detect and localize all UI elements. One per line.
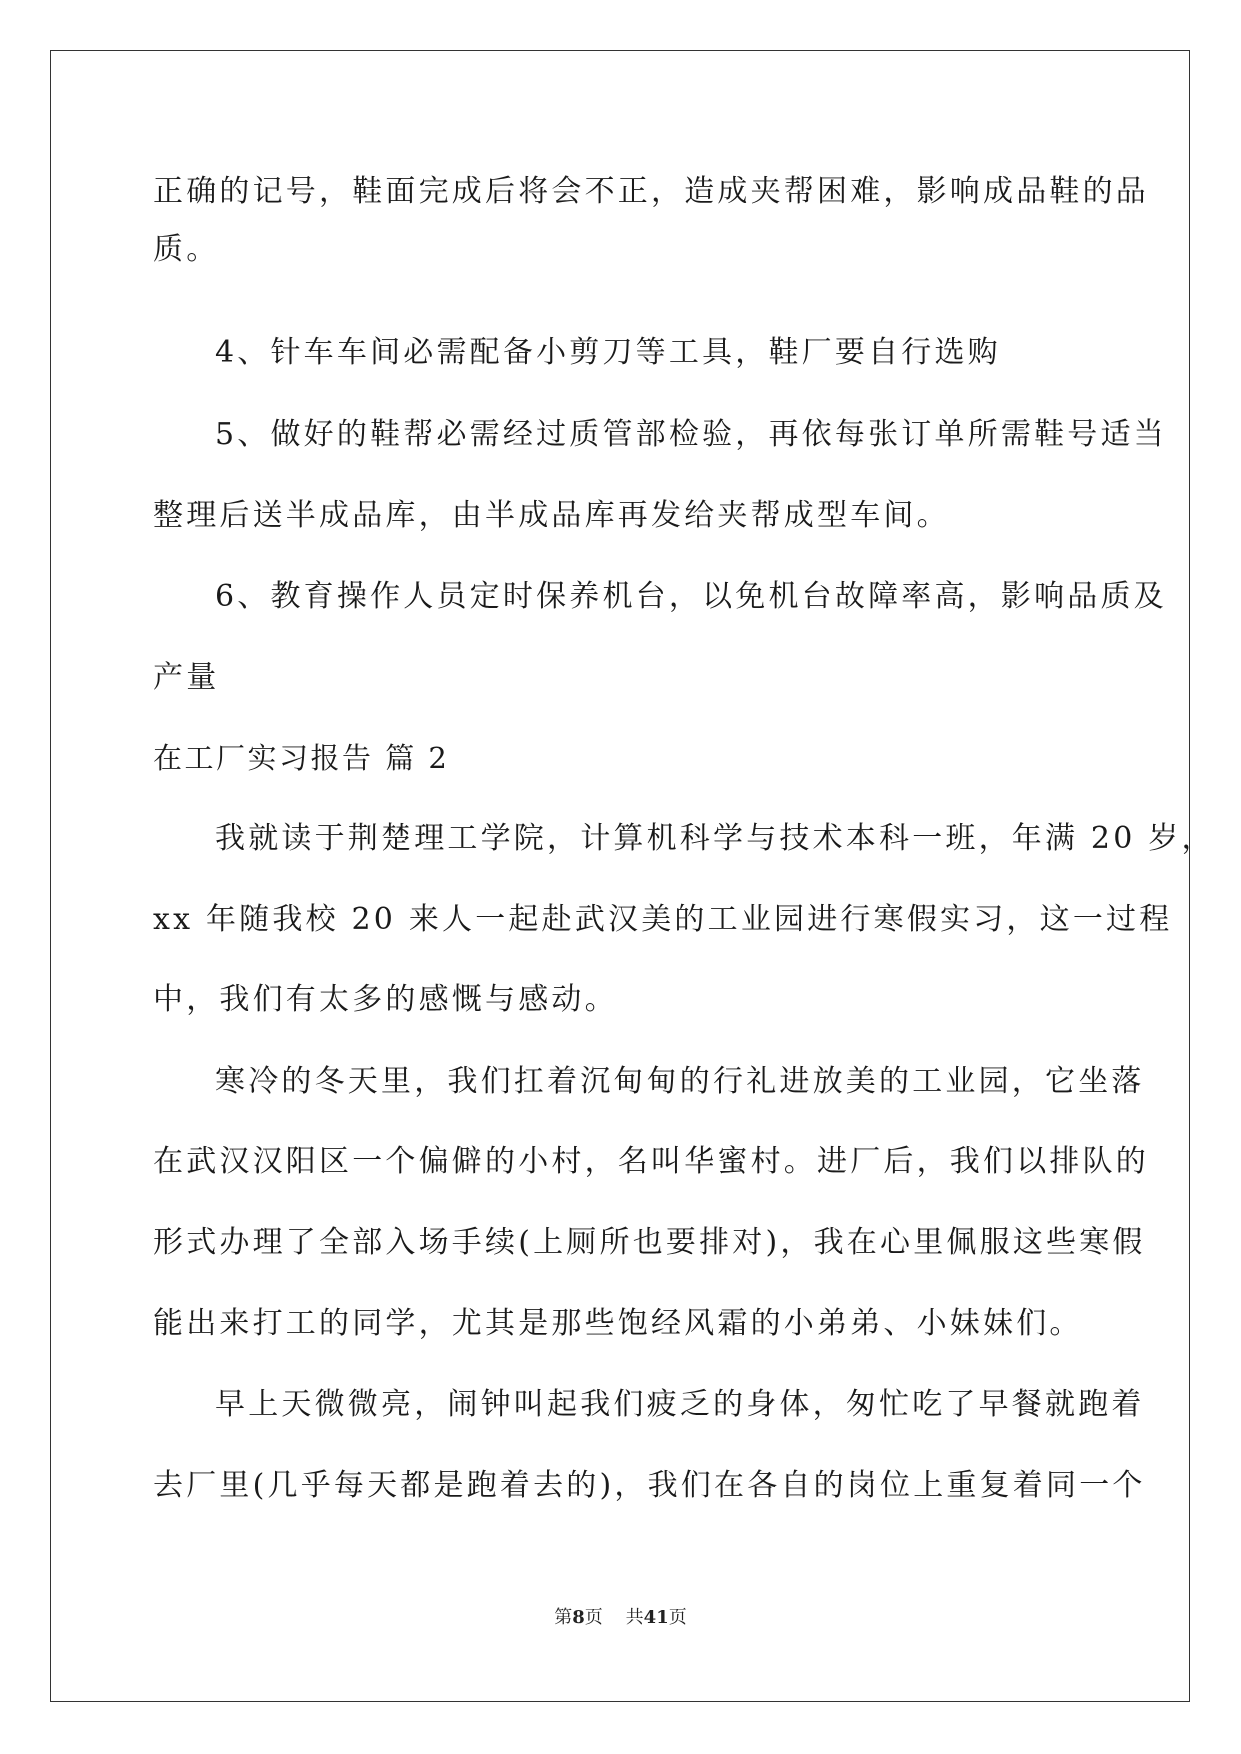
text-line: 产量 [153,660,220,695]
text-line: 中，我们有太多的感慨与感动。 [153,982,618,1017]
page-border [50,50,1215,1702]
total-label-suffix: 页 [668,1607,687,1628]
text-line: 5、做好的鞋帮必需经过质管部检验，再依每张订单所需鞋号适当 [215,417,1167,452]
text-line: 4、针车车间必需配备小剪刀等工具，鞋厂要自行选购 [215,335,1001,370]
total-label-prefix: 共 [625,1607,644,1628]
text-line: 早上天微微亮，闹钟叫起我们疲乏的身体，匆忙吃了早餐就跑着 [215,1387,1145,1422]
text-line: xx 年随我校 20 来人一起赴武汉美的工业园进行寒假实习，这一过程 [153,902,1173,937]
section-heading: 在工厂实习报告 篇 2 [153,741,450,775]
text-line: 正确的记号，鞋面完成后将会不正，造成夹帮困难，影响成品鞋的品 [153,174,1149,209]
page-number: 8 [572,1607,585,1628]
text-line: 形式办理了全部入场手续(上厕所也要排对)，我在心里佩服这些寒假 [153,1225,1146,1260]
text-line: 能出来打工的同学，尤其是那些饱经风霜的小弟弟、小妹妹们。 [153,1306,1083,1341]
text-line: 6、教育操作人员定时保养机台，以免机台故障率高，影响品质及 [215,579,1167,614]
text-line: 寒冷的冬天里，我们扛着沉甸甸的行礼进放美的工业园，它坐落 [215,1064,1145,1099]
text-line: 我就读于荆楚理工学院，计算机科学与技术本科一班，年满 20 岁， [215,821,1215,856]
text-line: 整理后送半成品库，由半成品库再发给夹帮成型车间。 [153,498,950,533]
page-label-suffix: 页 [584,1607,603,1628]
text-line: 去厂里(几乎每天都是跑着去的)，我们在各自的岗位上重复着同一个 [153,1468,1146,1503]
text-line: 质。 [153,232,220,267]
total-pages: 41 [643,1607,669,1628]
page-footer [0,1606,1241,1630]
page-label-prefix: 第 [554,1607,573,1628]
text-line: 在武汉汉阳区一个偏僻的小村，名叫华蜜村。进厂后，我们以排队的 [153,1144,1149,1179]
